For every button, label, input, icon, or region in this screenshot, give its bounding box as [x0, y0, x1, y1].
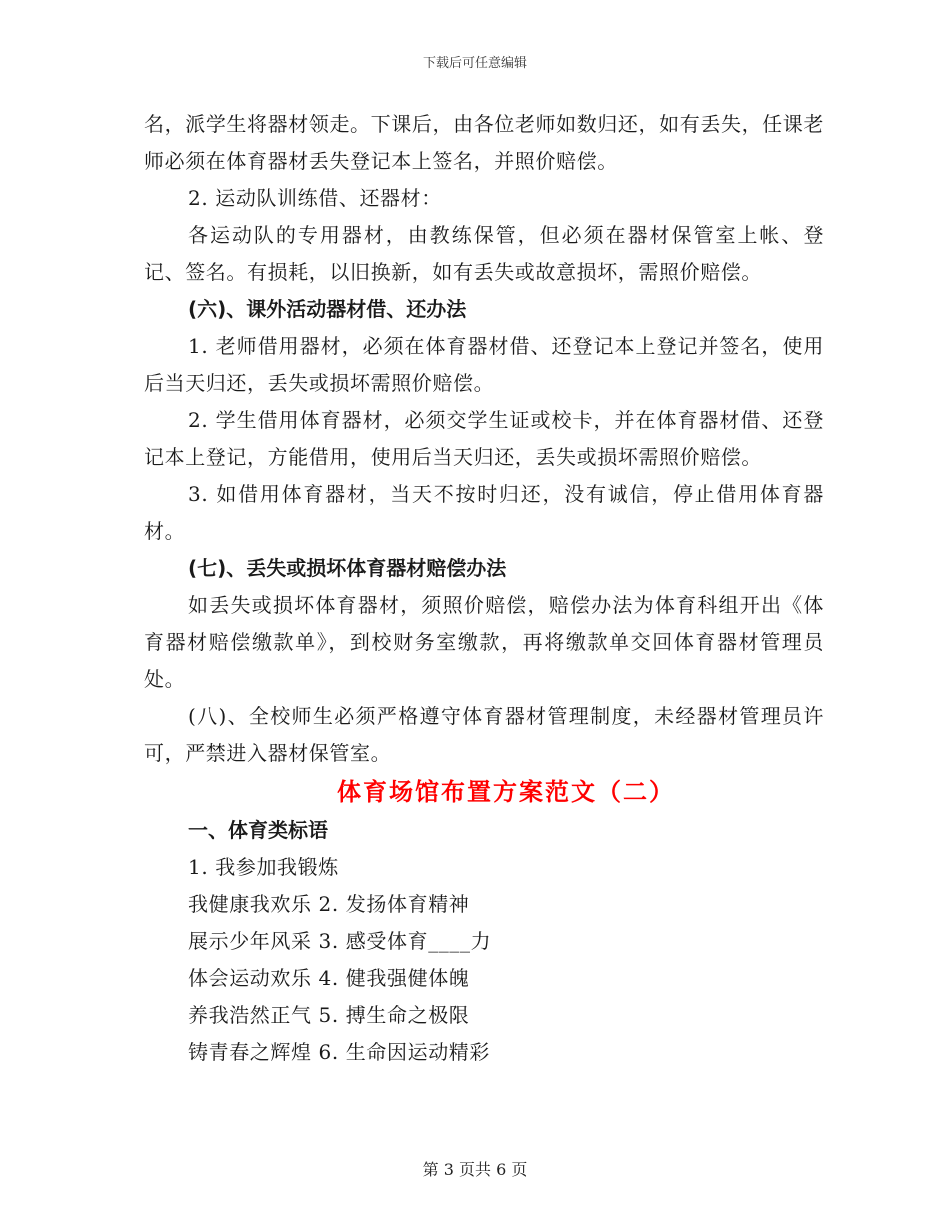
slogan-line: 养我浩然正气 5. 搏生命之极限 — [188, 1003, 470, 1027]
slogan-line: 铸青春之辉煌 6. 生命因运动精彩 — [188, 1040, 490, 1064]
section-heading-6: (六)、课外活动器材借、还办法 — [188, 297, 467, 321]
paragraph-team-equipment: 各运动队的专用器材，由教练保管，但必须在器材保管室上帐、登记、签名。有损耗，以旧换新，如有丢失或故意损坏，需照价赔偿。 — [144, 223, 824, 284]
section-heading-7: (七)、丢失或损坏体育器材赔偿办法 — [188, 556, 507, 580]
page-header: 下载后可任意编辑 — [422, 56, 527, 71]
item-team-equipment: 2. 运动队训练借、还器材： — [188, 186, 442, 210]
item-late-return: 3. 如借用体育器材，当天不按时归还，没有诚信，停止借用体育器材。 — [144, 482, 824, 543]
slogan-line: 展示少年风采 3. 感受体育____力 — [188, 929, 492, 953]
slogan-line: 体会运动欢乐 4. 健我强健体魄 — [188, 966, 470, 990]
document-body — [144, 106, 824, 1071]
slogan-line: 我健康我欢乐 2. 发扬体育精神 — [188, 892, 470, 916]
section-8-paragraph: (八)、全校师生必须严格遵守体育器材管理制度，未经器材管理员许可，严禁进入器材保管室。 — [144, 704, 824, 765]
paragraph-compensation: 如丢失或损坏体育器材，须照价赔偿，赔偿办法为体育科组开出《体育器材赔偿缴款单》，到校财务室缴款，再将缴款单交回体育器材管理员处。 — [144, 593, 824, 691]
document-title: 体育场馆布置方案范文（二） — [337, 778, 675, 806]
item-student-borrow: 2. 学生借用体育器材，必须交学生证或校卡，并在体育器材借、还登记本上登记，方能借用，使用后当天归还，丢失或损坏需照价赔偿。 — [144, 408, 824, 469]
page-footer: 第 3 页共 6 页 — [422, 1160, 528, 1179]
paragraph-continuation: 名，派学生将器材领走。下课后，由各位老师如数归还，如有丢失，任课老师必须在体育器材丢失登记本上签名，并照价赔偿。 — [144, 112, 824, 173]
slogan-line: 1. 我参加我锻炼 — [188, 855, 339, 879]
item-teacher-borrow: 1. 老师借用器材，必须在体育器材借、还登记本上登记并签名，使用后当天归还，丢失或损坏需照价赔偿。 — [144, 334, 824, 395]
section-heading-slogans: 一、体育类标语 — [188, 818, 328, 842]
